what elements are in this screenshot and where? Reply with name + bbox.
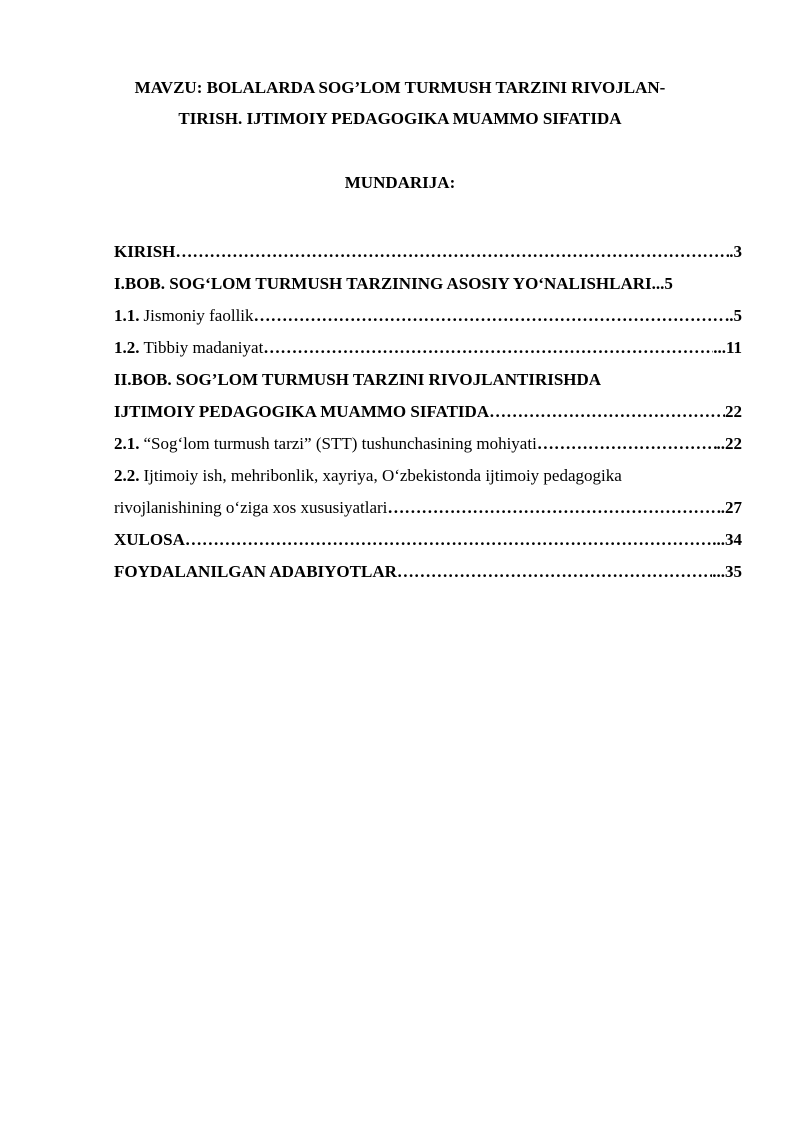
toc-entry-page: ...5: [651, 274, 673, 293]
toc-entry-1-2: [114, 332, 742, 364]
dot-leader: [263, 332, 713, 364]
toc-entry-2-2-line2: [114, 492, 742, 524]
dot-leader: [397, 556, 712, 588]
toc-entry-2-1: [114, 428, 742, 460]
dot-leader: [254, 300, 725, 332]
toc-entry-2-2-line1: [114, 460, 742, 492]
toc-entry-number: 1.1.: [114, 306, 140, 325]
document-title: [60, 72, 740, 134]
toc-entry-page: ...35: [712, 562, 742, 581]
toc-entry-label: Jismoniy faollik: [143, 306, 254, 325]
toc-entry-page: ..22: [716, 434, 742, 453]
toc-entry-number: 2.1.: [114, 434, 140, 453]
toc-entry-label: I.BOB. SOG‘LOM TURMUSH TARZINING ASOSIY YO‘NALISHLARI: [114, 274, 652, 293]
toc-entry-label: FOYDALANILGAN ADABIYOTLAR: [114, 562, 397, 581]
title-line-1: MAVZU: BOLALARDA SOG’LOM TURMUSH TARZINI RIVOJLAN-: [134, 78, 666, 97]
dot-leader: [489, 396, 725, 428]
toc-entry-page: ..5: [725, 306, 742, 325]
toc-entry-page: .27: [720, 498, 742, 517]
toc-entry-number: 2.2.: [114, 466, 140, 485]
toc-entry-label: IJTIMOIY PEDAGOGIKA MUAMMO SIFATIDA: [114, 402, 490, 421]
dot-leader: [537, 428, 717, 460]
toc-entry-bob2-line1: [114, 364, 742, 396]
toc-entry-label: KIRISH: [114, 242, 176, 261]
toc-entry-1-1: [114, 300, 742, 332]
table-of-contents: [114, 236, 742, 588]
title-line-2: TIRISH. IJTIMOIY PEDAGOGIKA MUAMMO SIFATIDA: [178, 109, 622, 128]
toc-entry-page: ...11: [713, 338, 742, 357]
toc-entry-number: 1.2.: [114, 338, 140, 357]
toc-entry-label: II.BOB. SOG’LOM TURMUSH TARZINI RIVOJLANTIRISHDA: [114, 370, 602, 389]
contents-heading: MUNDARIJA:: [344, 173, 456, 192]
toc-entry-bob2-line2: [114, 396, 742, 428]
toc-entry-bob1: [114, 268, 742, 300]
toc-entry-adabiyotlar: [114, 556, 742, 588]
toc-entry-page: .3: [729, 242, 742, 261]
toc-entry-label: “Sog‘lom turmush tarzi” (STT) tushunchasining mohiyati: [143, 434, 537, 453]
dot-leader: [185, 524, 712, 556]
toc-entry-page: 22: [725, 402, 742, 421]
toc-entry-label: Tibbiy madaniyat: [143, 338, 264, 357]
toc-entry-page: ...34: [712, 530, 742, 549]
dot-leader: [175, 236, 729, 268]
toc-entry-label: Ijtimoiy ish, mehribonlik, xayriya, O‘zbekistonda ijtimoiy pedagogika: [143, 466, 622, 485]
toc-entry-kirish: [114, 236, 742, 268]
toc-entry-xulosa: [114, 524, 742, 556]
dot-leader: [387, 492, 720, 524]
toc-entry-label: rivojlanishining o‘ziga xos xususiyatlari: [114, 498, 388, 517]
toc-entry-label: XULOSA: [114, 530, 185, 549]
